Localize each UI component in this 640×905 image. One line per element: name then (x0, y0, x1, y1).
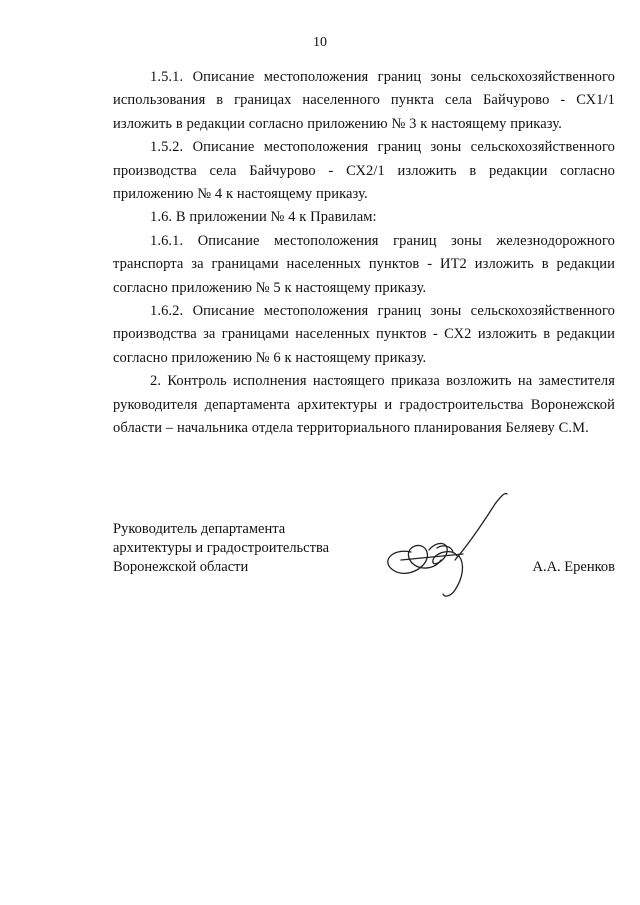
signer-name: А.А. Еренков (532, 559, 615, 575)
signer-title: Руководитель департамента архитектуры и градостроительства Воронежской области (113, 521, 330, 575)
document-body (113, 66, 615, 441)
paragraph-1-5-2: 1.5.2. Описание местоположения границ зоны сельскохозяйственного производства села Байчурово - СХ2/1 изложить в редакции согласно приложению № 4 к настоящему приказу. (113, 139, 615, 203)
handwritten-signature (371, 490, 521, 600)
page-number: 10 (313, 35, 327, 50)
paragraph-2: 2. Контроль исполнения настоящего приказа возложить на заместителя руководителя департамента архитектуры и градостроительства Воронежской области – начальника отдела территориального планирования Беляеву С.М. (113, 373, 615, 437)
paragraph-1-6-1: 1.6.1. Описание местоположения границ зоны железнодорожного транспорта за границами населенных пунктов - ИТ2 изложить в редакции согласно приложению № 5 к настоящему приказу. (113, 232, 615, 296)
paragraph-1-6-2: 1.6.2. Описание местоположения границ зоны сельскохозяйственного производства за границами населенных пунктов - СХ2 изложить в редакции согласно приложению № 6 к настоящему приказу. (113, 303, 615, 366)
paragraph-1-6: 1.6. В приложении № 4 к Правилам: (150, 209, 377, 226)
paragraph-1-5-1: 1.5.1. Описание местоположения границ зоны сельскохозяйственного использования в границах населенного пункта села Байчурово - СХ1/1 изложить в редакции согласно приложению № 3 к настоящему приказу. (113, 69, 615, 132)
signature-block (113, 520, 615, 610)
